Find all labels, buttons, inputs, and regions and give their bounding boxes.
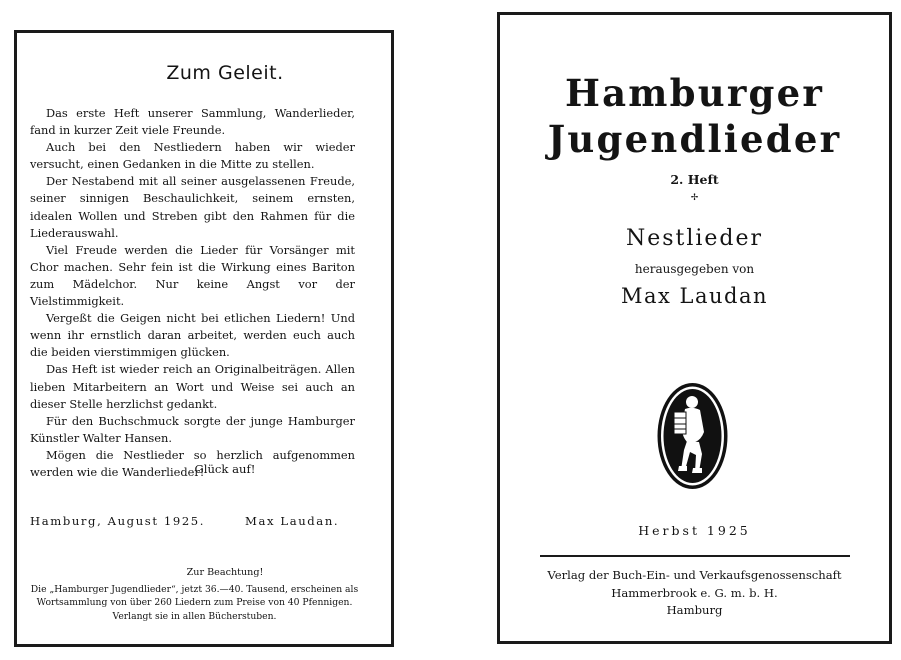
editor-name: Max Laudan xyxy=(620,284,769,308)
book-title xyxy=(497,70,892,162)
book-title-line2: Jugendlieder xyxy=(547,117,842,161)
preface-paragraph: Das Heft ist wieder reich an Originalbeiträgen. Allen lieben Mitarbeitern an Wort und Weise sei auch an dieser Stelle herzlichst gedankt. xyxy=(30,362,355,411)
publisher-info xyxy=(497,567,892,620)
signature-name: Max Laudan. xyxy=(245,514,340,528)
publisher-line: Hamburg xyxy=(666,603,723,617)
book-subtitle: Nestlieder xyxy=(625,226,764,251)
preface-paragraph: Mögen die Nestlieder so herzlich aufgenommen werden wie die Wanderlieder! xyxy=(30,447,355,479)
emblem-illustration xyxy=(655,380,730,492)
editor-label: herausgegeben von xyxy=(634,262,755,276)
signature-place-date: Hamburg, August 1925. xyxy=(30,514,206,528)
preface-paragraph: Der Nestabend mit all seiner ausgelassenen Freude, seiner sinnigen Beschaulichkeit, seinem ernsten, idealen Wollen und Streben gibt den Rahmen für die Liederauswahl. xyxy=(30,174,355,240)
book-title-line1: Hamburger xyxy=(564,71,825,115)
publisher-line: Verlag der Buch-Ein- und Verkaufsgenossenschaft xyxy=(547,568,842,582)
publisher-line: Hammerbrook e. G. m. b. H. xyxy=(611,585,778,600)
publication-date: Herbst 1925 xyxy=(638,523,751,538)
divider xyxy=(540,555,850,557)
preface-paragraph: Das erste Heft unserer Sammlung, Wanderlieder, fand in kurzer Zeit viele Freunde. xyxy=(30,106,355,138)
preface-title: Zum Geleit. xyxy=(166,62,284,84)
preface-greeting: Glück auf! xyxy=(194,462,256,476)
preface-paragraph: Vergeßt die Geigen nicht bei etlichen Liedern! Und wenn ihr ernstlich daran arbeitet, werden euch auch die beiden vierstimmigen glücken. xyxy=(30,311,355,360)
volume-number: 2. Heft xyxy=(670,172,719,187)
preface-paragraph: Für den Buchschmuck sorgte der junge Hamburger Künstler Walter Hansen. xyxy=(30,413,355,445)
preface-paragraph: Viel Freude werden die Lieder für Vorsänger mit Chor machen. Sehr fein ist die Wirkung eines Bariton zum Mädelchor. Nur keine Angst vor der Vielstimmigkeit. xyxy=(30,242,355,309)
preface-paragraph: Auch bei den Nestliedern haben wir wieder versucht, einen Gedanken in die Mitte zu stellen. xyxy=(30,140,355,172)
notice-heading: Zur Beachtung! xyxy=(186,567,264,578)
notice-text: Die „Hamburger Jugendlieder“, jetzt 36.—40. Tausend, erscheinen als Wortsammlung von über 260 Liedern zum Preise von 40 Pfennigen. Verlangt sie in allen Bücherstuben. xyxy=(30,584,359,622)
ornament-icon: ✢ xyxy=(690,193,699,203)
